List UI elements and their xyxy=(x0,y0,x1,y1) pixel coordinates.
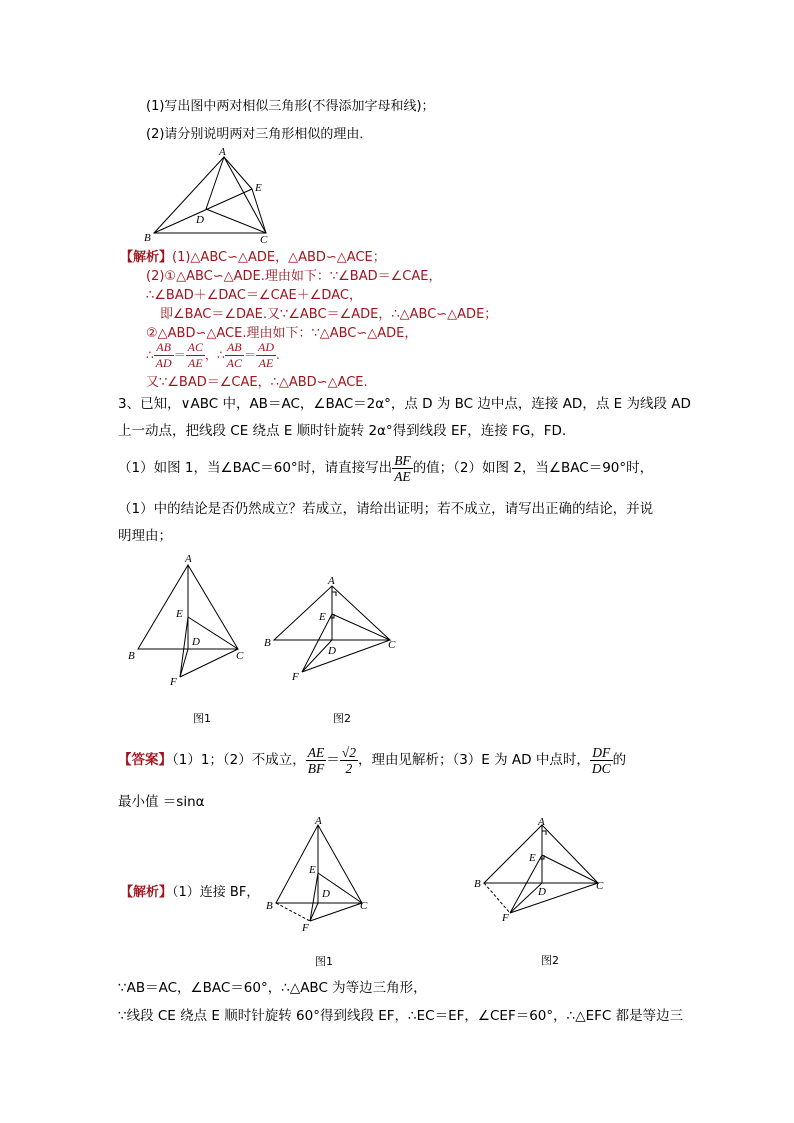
svg-text:A: A xyxy=(328,575,335,587)
svg-text:B: B xyxy=(128,650,135,662)
figure-3 xyxy=(262,815,377,940)
analysis1-line4: 即∠BAC＝∠DAE.又∵∠ABC＝∠ADE，∴△ABC∽△ADE； xyxy=(160,307,498,322)
svg-text:B: B xyxy=(474,878,481,890)
svg-text:E: E xyxy=(176,608,183,620)
fraction-ae-bf: $\frac{AE}{BF}$ xyxy=(307,744,325,776)
answer-line2: 最小值 ＝sinα xyxy=(118,794,205,810)
svg-text:E: E xyxy=(319,611,326,623)
figure-triangle-abcde xyxy=(140,145,280,245)
svg-text:D: D xyxy=(322,888,330,900)
label-e: E xyxy=(255,182,262,194)
svg-text:F: F xyxy=(502,912,509,924)
svg-text:C: C xyxy=(388,639,396,651)
svg-text:F: F xyxy=(292,671,299,683)
fraction-df-dc: $\frac{DF}{DC}$ xyxy=(591,744,611,776)
label-c: C xyxy=(260,234,268,245)
figure-3-caption: 图1 xyxy=(315,955,333,968)
svg-text:E: E xyxy=(309,864,316,876)
analysis-tag: 【解析】 xyxy=(120,250,173,265)
fraction-bf-ae: $\frac{BF}{AE}$ xyxy=(394,452,411,484)
analysis1-line2: (2)①△ABC∽△ADE.理由如下：∵∠BAD＝∠CAE， xyxy=(146,269,442,284)
analysis1-line3: ∴∠BAD＋∠DAC＝∠CAE＋∠DAC， xyxy=(146,288,362,303)
question-2: (2)请分别说明两对三角形相似的理由． xyxy=(146,127,373,142)
answer-tag: 【答案】 xyxy=(118,752,172,768)
fraction-sqrt2-2: $\frac{√2}{2}$ xyxy=(341,744,356,776)
figure-2-caption: 图2 xyxy=(333,712,351,725)
svg-text:C: C xyxy=(360,900,368,912)
figure-1 xyxy=(126,553,256,693)
svg-text:D: D xyxy=(328,645,336,657)
analysis2-line3: ∵线段 CE 绕点 E 顺时针旋转 60°得到线段 EF，∴EC＝EF，∠CEF＝60°，∴△EFC 都是等边三 xyxy=(118,1008,684,1024)
analysis1-line7: 又∵∠BAD＝∠CAE，∴△ABD∽△ACE. xyxy=(146,375,368,390)
svg-text:D: D xyxy=(192,636,200,648)
fraction-ad-ae: $\frac{AD}{AE}$ xyxy=(258,340,274,370)
figure-1-caption: 图1 xyxy=(193,712,211,725)
figure-2 xyxy=(262,574,402,684)
svg-text:C: C xyxy=(596,880,604,892)
problem3-line3: （1）如图 1，当∠BAC＝60°时，请直接写出 $\frac{BF}{AE}$ 的值；（2）如图 2，当∠BAC＝90°时， xyxy=(118,452,654,484)
problem3-line5: 明理由； xyxy=(118,528,172,544)
svg-text:E: E xyxy=(529,852,536,864)
label-d: D xyxy=(196,214,204,226)
svg-text:A: A xyxy=(315,815,322,827)
problem3-line2: 上一动点，把线段 CE 绕点 E 顺时针旋转 2α°得到线段 EF，连接 FG，FD． xyxy=(118,423,576,439)
analysis1-line1: 【解析】(1)△ABC∽△ADE，△ABD∽△ACE； xyxy=(120,250,386,265)
question-1: (1)写出图中两对相似三角形(不得添加字母和线)； xyxy=(146,99,435,114)
analysis2-line2: ∵AB＝AC，∠BAC＝60°，∴△ABC 为等边三角形， xyxy=(118,980,427,996)
analysis2-tag: 【解析】 xyxy=(120,885,173,900)
label-b: B xyxy=(144,232,151,244)
figure-4-caption: 图2 xyxy=(541,954,559,967)
label-a: A xyxy=(219,146,226,158)
svg-text:A: A xyxy=(185,553,192,565)
svg-text:C: C xyxy=(236,650,244,662)
svg-text:B: B xyxy=(264,637,271,649)
svg-text:D: D xyxy=(538,886,546,898)
figure-4 xyxy=(470,815,610,925)
svg-text:F: F xyxy=(170,676,177,688)
fraction-ab-ad: $\frac{AB}{AD}$ xyxy=(155,340,172,370)
fraction-ac-ae: $\frac{AC}{AE}$ xyxy=(187,340,203,370)
svg-text:A: A xyxy=(538,816,545,828)
fraction-ab-ac: $\frac{AB}{AC}$ xyxy=(226,340,242,370)
problem3-line1: 3、已知，∨ABC 中，AB＝AC，∠BAC＝2α°，点 D 为 BC 边中点，连接 AD，点 E 为线段 AD xyxy=(118,396,691,412)
answer-line: 【答案】（1）1；（2）不成立， $\frac{AE}{BF}$ ＝ $\frac{√2}{2}$ ，理由见解析；（3）E 为 AD 中点时， $\frac{DF}{DC}$ 的 xyxy=(118,744,627,776)
analysis1-line6: ∴ $\frac{AB}{AD}$ ＝ $\frac{AC}{AE}$ ，∴ $\frac{AB}{AC}$ ＝ $\frac{AD}{AE}$ . xyxy=(146,340,280,370)
problem3-line4: （1）中的结论是否仍然成立？若成立，请给出证明；若不成立，请写出正确的结论，并说 xyxy=(118,501,654,517)
analysis2-line1: 【解析】（1）连接 BF， xyxy=(120,885,260,900)
svg-text:F: F xyxy=(302,922,309,934)
svg-text:B: B xyxy=(266,900,273,912)
analysis1-line5: ②△ABD∽△ACE.理由如下：∵△ABC∽△ADE， xyxy=(146,326,418,341)
